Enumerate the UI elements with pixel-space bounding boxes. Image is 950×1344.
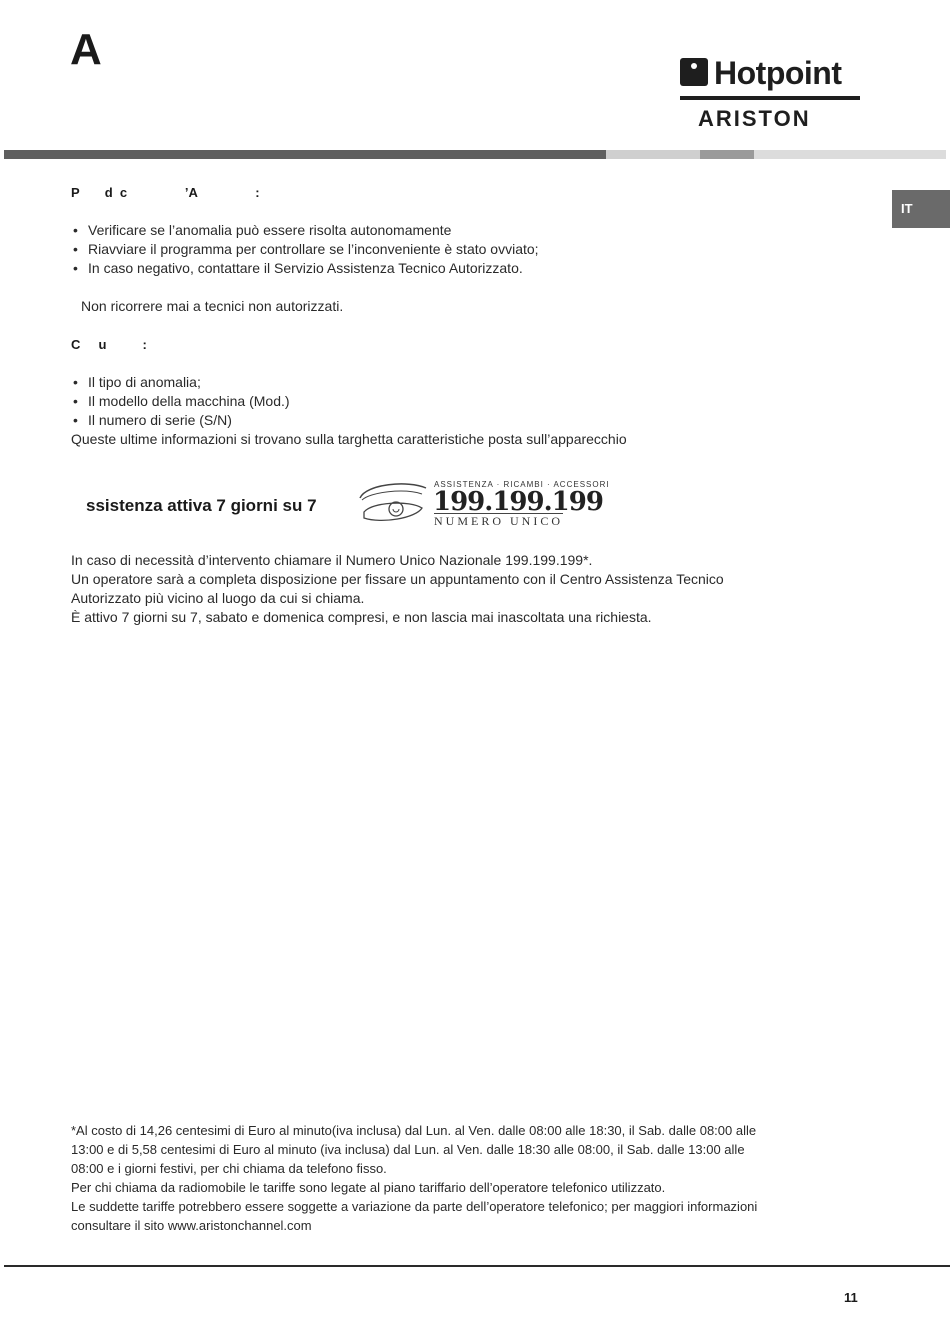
header-bar-light-end <box>754 150 946 159</box>
section1-note: Non ricorrere mai a tecnici non autorizzati. <box>81 298 344 314</box>
brand-mark-icon <box>680 58 708 86</box>
body-line: Un operatore sarà a completa disposizione per fissare un appuntamento con il Centro Assistenza Tecnico <box>71 571 724 587</box>
list-item: • Il numero di serie (S/N) <box>71 411 290 430</box>
logo-rule <box>680 96 860 100</box>
section1-bullet-list <box>71 221 539 278</box>
footnote <box>71 1121 871 1235</box>
section1-heading: P d c ’A : <box>71 185 260 200</box>
list-item: • Il tipo di anomalia; <box>71 373 290 392</box>
logo-brand-sub: ARISTON <box>698 106 811 131</box>
section-letter: A <box>70 25 102 74</box>
footnote-line: 08:00 e i giorni festivi, per chi chiama da telefono fisso. <box>71 1161 387 1176</box>
section2-bullet-list <box>71 373 290 430</box>
list-item: • Il modello della macchina (Mod.) <box>71 392 290 411</box>
hotline-number: 199.199.199 <box>433 487 603 517</box>
logo-brand-name: Hotpoint <box>714 55 842 91</box>
footnote-line: *Al costo di 14,26 centesimi di Euro al minuto(iva inclusa) dal Lun. al Ven. dalle 08:00 alle 18:30, il Sab. dalle 08:00 alle <box>71 1123 757 1138</box>
header-bar-dark <box>4 150 606 159</box>
body-text <box>71 551 871 627</box>
body-line: In caso di necessità d’intervento chiamare il Numero Unico Nazionale 199.199.199*. <box>71 552 593 568</box>
footnote-line: consultare il sito www.aristonchannel.com <box>71 1218 312 1233</box>
footnote-line: 13:00 e di 5,58 centesimi di Euro al minuto (iva inclusa) dal Lun. al Ven. dalle 18:30 alle 08:00, il Sab. dalle 13:00 alle <box>71 1142 745 1157</box>
hotline-logo <box>352 478 610 528</box>
telephone-icon <box>352 478 430 528</box>
assistance-label: ssistenza attiva 7 giorni su 7 <box>86 496 317 515</box>
page-number: 11 <box>844 1290 858 1305</box>
list-item: • Verificare se l’anomalia può essere risolta autonomamente <box>71 221 539 240</box>
body-line: Autorizzato più vicino al luogo da cui si chiama. <box>71 590 365 606</box>
section2-note: Queste ultime informazioni si trovano sulla targhetta caratteristiche posta sull’apparecchio <box>71 431 627 447</box>
header-bar-mid <box>700 150 754 159</box>
footnote-line: Le suddette tariffe potrebbero essere soggette a variazione da parte dell’operatore telefonico; per maggiori informazioni <box>71 1199 758 1214</box>
section2-heading: C u : <box>71 337 147 352</box>
list-item: • In caso negativo, contattare il Servizio Assistenza Tecnico Autorizzato. <box>71 259 539 278</box>
list-item: • Riavviare il programma per controllare se l’inconveniente è stato ovviato; <box>71 240 539 259</box>
hotline-subtitle: NUMERO UNICO <box>434 514 563 528</box>
hotline-tagline: ASSISTENZA · RICAMBI · ACCESSORI <box>434 480 610 489</box>
body-line: È attivo 7 giorni su 7, sabato e domenica compresi, e non lascia mai inascoltata una richiesta. <box>71 609 652 625</box>
hotpoint-ariston-logo <box>678 54 860 134</box>
footnote-line: Per chi chiama da radiomobile le tariffe sono legate al piano tariffario dell’operatore telefonico utilizzato. <box>71 1180 666 1195</box>
footer-rule <box>4 1265 950 1267</box>
language-tab: IT <box>892 190 950 228</box>
header-bar-light <box>606 150 700 159</box>
